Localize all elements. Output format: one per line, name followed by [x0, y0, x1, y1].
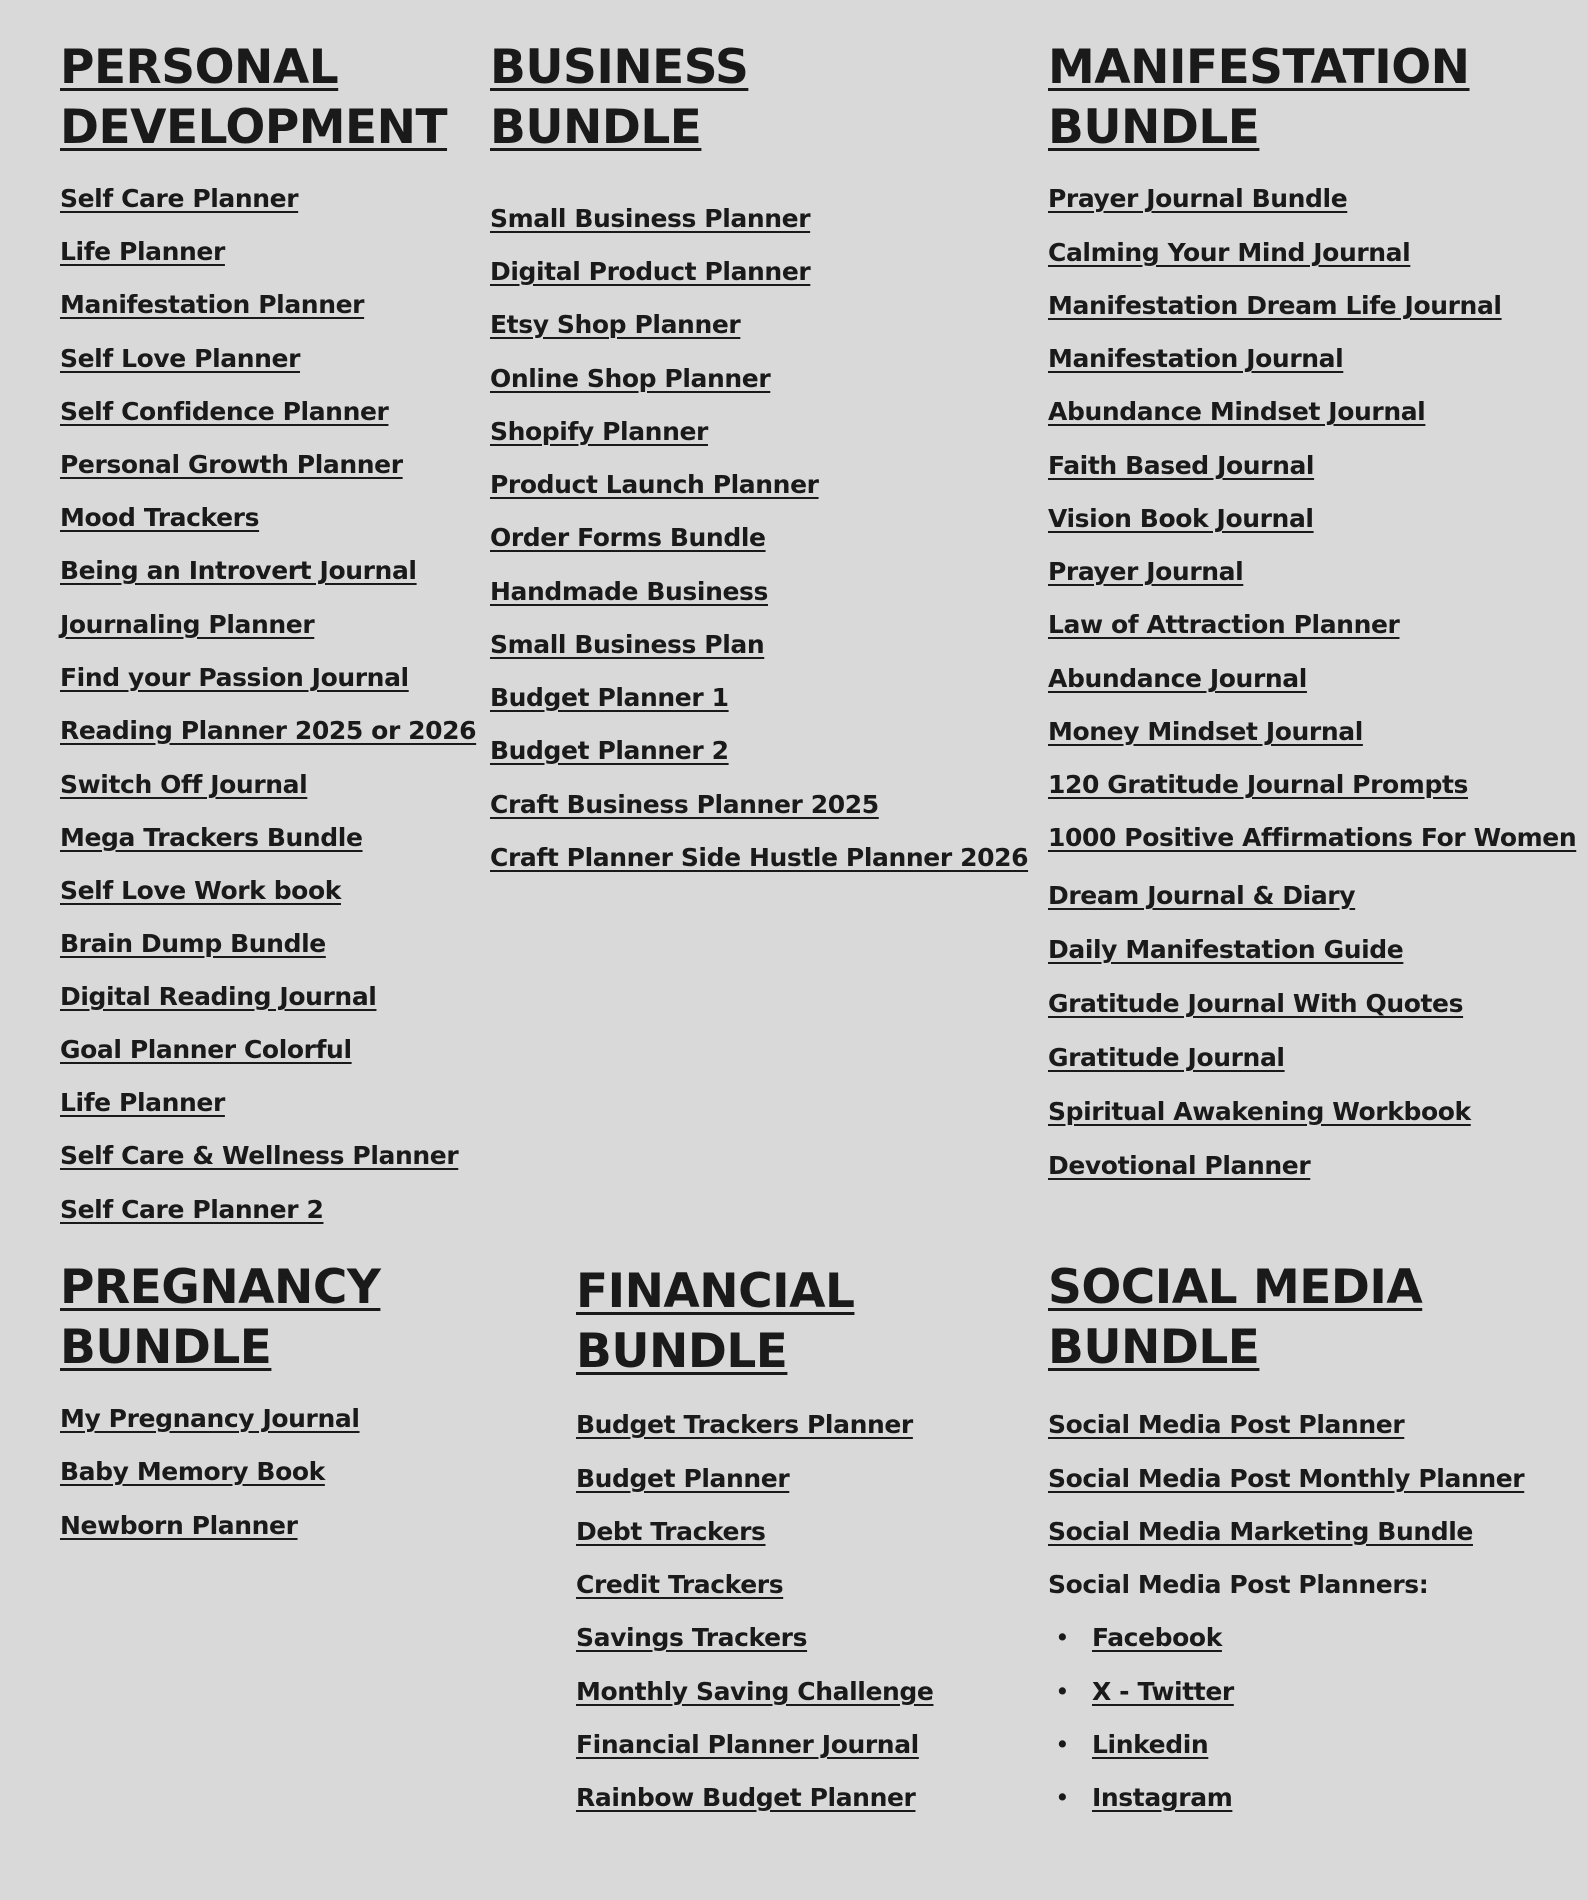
heading-line: BUSINESS: [490, 40, 749, 95]
heading-line: BUNDLE: [1048, 1320, 1260, 1375]
manifestation-bundle-heading: [1048, 38, 1470, 158]
link-small-business-planner[interactable]: Small Business Planner: [490, 204, 811, 233]
link-calming-your-mind-journal[interactable]: Calming Your Mind Journal: [1048, 238, 1411, 267]
link-digital-reading-journal[interactable]: Digital Reading Journal: [60, 982, 377, 1011]
link-dream-journal-diary[interactable]: Dream Journal & Diary: [1048, 881, 1356, 910]
pregnancy-bundle-heading: [60, 1258, 380, 1378]
link-prayer-journal[interactable]: Prayer Journal: [1048, 557, 1244, 586]
heading-line: SOCIAL MEDIA: [1048, 1260, 1423, 1315]
heading-line: FINANCIAL: [576, 1264, 855, 1319]
link-financial-planner-journal[interactable]: Financial Planner Journal: [576, 1730, 919, 1759]
link-life-planner-2[interactable]: Life Planner: [60, 1088, 225, 1117]
link-gratitude-journal-with-quotes[interactable]: Gratitude Journal With Quotes: [1048, 989, 1464, 1018]
link-savings-trackers[interactable]: Savings Trackers: [576, 1623, 808, 1652]
heading-line: DEVELOPMENT: [60, 100, 448, 155]
bullet-dot: •: [1058, 1677, 1067, 1705]
link-small-business-plan[interactable]: Small Business Plan: [490, 630, 765, 659]
link-self-care-wellness-planner[interactable]: Self Care & Wellness Planner: [60, 1141, 459, 1170]
link-law-of-attraction-planner[interactable]: Law of Attraction Planner: [1048, 610, 1400, 639]
link-monthly-saving-challenge[interactable]: Monthly Saving Challenge: [576, 1677, 934, 1706]
link-linkedin[interactable]: Linkedin: [1092, 1730, 1209, 1759]
link-handmade-business[interactable]: Handmade Business: [490, 577, 768, 606]
link-faith-based-journal[interactable]: Faith Based Journal: [1048, 451, 1315, 480]
link-my-pregnancy-journal[interactable]: My Pregnancy Journal: [60, 1404, 360, 1433]
link-daily-manifestation-guide[interactable]: Daily Manifestation Guide: [1048, 935, 1404, 964]
link-money-mindset-journal[interactable]: Money Mindset Journal: [1048, 717, 1363, 746]
financial-bundle-heading: [576, 1262, 854, 1382]
bullet-dot: •: [1058, 1623, 1067, 1651]
link-digital-product-planner[interactable]: Digital Product Planner: [490, 257, 811, 286]
link-budget-planner-2[interactable]: Budget Planner 2: [490, 736, 729, 765]
link-budget-trackers-planner[interactable]: Budget Trackers Planner: [576, 1410, 913, 1439]
pregnancy-bundle-section: [60, 1258, 381, 1540]
link-craft-business-planner-2025[interactable]: Craft Business Planner 2025: [490, 790, 879, 819]
link-spiritual-awakening-workbook[interactable]: Spiritual Awakening Workbook: [1048, 1097, 1471, 1126]
link-manifestation-dream-life-journal[interactable]: Manifestation Dream Life Journal: [1048, 291, 1502, 320]
link-instagram[interactable]: Instagram: [1092, 1783, 1233, 1812]
bullet-dot: •: [1058, 1783, 1067, 1811]
link-prayer-journal-bundle[interactable]: Prayer Journal Bundle: [1048, 184, 1348, 213]
link-rainbow-budget-planner[interactable]: Rainbow Budget Planner: [576, 1783, 916, 1812]
heading-line: BUNDLE: [60, 1320, 272, 1375]
heading-line: MANIFESTATION: [1048, 40, 1470, 95]
link-journaling-planner[interactable]: Journaling Planner: [60, 610, 315, 639]
link-goal-planner-colorful[interactable]: Goal Planner Colorful: [60, 1035, 352, 1064]
link-etsy-shop-planner[interactable]: Etsy Shop Planner: [490, 310, 741, 339]
link-shopify-planner[interactable]: Shopify Planner: [490, 417, 708, 446]
heading-line: BUNDLE: [576, 1324, 788, 1379]
financial-bundle-section: [576, 1262, 934, 1812]
manifestation-bundle-section: [1048, 38, 1577, 1180]
link-self-confidence-planner[interactable]: Self Confidence Planner: [60, 397, 389, 426]
social-media-bundle-heading: [1048, 1258, 1422, 1378]
link-social-media-post-planner[interactable]: Social Media Post Planner: [1048, 1410, 1405, 1439]
link-gratitude-journal-prompts[interactable]: 120 Gratitude Journal Prompts: [1048, 770, 1468, 799]
social-media-bundle-section: [1048, 1258, 1525, 1812]
link-brain-dump-bundle[interactable]: Brain Dump Bundle: [60, 929, 326, 958]
link-devotional-planner[interactable]: Devotional Planner: [1048, 1151, 1311, 1180]
link-social-media-post-monthly-planner[interactable]: Social Media Post Monthly Planner: [1048, 1464, 1525, 1493]
link-gratitude-journal[interactable]: Gratitude Journal: [1048, 1043, 1285, 1072]
heading-line: BUNDLE: [1048, 100, 1260, 155]
link-abundance-journal[interactable]: Abundance Journal: [1048, 664, 1307, 693]
heading-line: PREGNANCY: [60, 1260, 381, 1315]
personal-development-section: [60, 38, 477, 1224]
link-positive-affirmations[interactable]: 1000 Positive Affirmations For Women: [1048, 823, 1577, 852]
link-switch-off-journal[interactable]: Switch Off Journal: [60, 770, 308, 799]
link-baby-memory-book[interactable]: Baby Memory Book: [60, 1457, 325, 1486]
link-mega-trackers-bundle[interactable]: Mega Trackers Bundle: [60, 823, 363, 852]
link-vision-book-journal[interactable]: Vision Book Journal: [1048, 504, 1314, 533]
link-social-media-marketing-bundle[interactable]: Social Media Marketing Bundle: [1048, 1517, 1473, 1546]
bullet-dot: •: [1058, 1730, 1067, 1758]
link-budget-planner-1[interactable]: Budget Planner 1: [490, 683, 729, 712]
link-x-twitter[interactable]: X - Twitter: [1092, 1677, 1234, 1706]
link-reading-planner[interactable]: Reading Planner 2025 or 2026: [60, 716, 477, 745]
link-abundance-mindset-journal[interactable]: Abundance Mindset Journal: [1048, 397, 1426, 426]
link-debt-trackers[interactable]: Debt Trackers: [576, 1517, 766, 1546]
link-credit-trackers[interactable]: Credit Trackers: [576, 1570, 784, 1599]
link-introvert-journal[interactable]: Being an Introvert Journal: [60, 556, 417, 585]
link-life-planner[interactable]: Life Planner: [60, 237, 225, 266]
link-facebook[interactable]: Facebook: [1092, 1623, 1222, 1652]
link-personal-growth-planner[interactable]: Personal Growth Planner: [60, 450, 403, 479]
link-find-your-passion-journal[interactable]: Find your Passion Journal: [60, 663, 409, 692]
link-manifestation-planner[interactable]: Manifestation Planner: [60, 290, 365, 319]
link-self-care-planner[interactable]: Self Care Planner: [60, 184, 299, 213]
link-self-love-work-book[interactable]: Self Love Work book: [60, 876, 341, 905]
personal-development-heading: [60, 38, 447, 158]
link-craft-planner-side-hustle-2026[interactable]: Craft Planner Side Hustle Planner 2026: [490, 843, 1029, 872]
heading-line: BUNDLE: [490, 100, 702, 155]
link-self-care-planner-2[interactable]: Self Care Planner 2: [60, 1195, 324, 1224]
link-product-launch-planner[interactable]: Product Launch Planner: [490, 470, 819, 499]
link-online-shop-planner[interactable]: Online Shop Planner: [490, 364, 771, 393]
link-budget-planner[interactable]: Budget Planner: [576, 1464, 790, 1493]
business-bundle-heading: [490, 38, 748, 158]
link-newborn-planner[interactable]: Newborn Planner: [60, 1511, 298, 1540]
link-order-forms-bundle[interactable]: Order Forms Bundle: [490, 523, 766, 552]
social-media-post-planners-label: Social Media Post Planners:: [1048, 1570, 1429, 1599]
link-manifestation-journal[interactable]: Manifestation Journal: [1048, 344, 1344, 373]
heading-line: PERSONAL: [60, 40, 339, 95]
link-self-love-planner[interactable]: Self Love Planner: [60, 344, 301, 373]
link-mood-trackers[interactable]: Mood Trackers: [60, 503, 260, 532]
business-bundle-section: [490, 38, 1029, 872]
